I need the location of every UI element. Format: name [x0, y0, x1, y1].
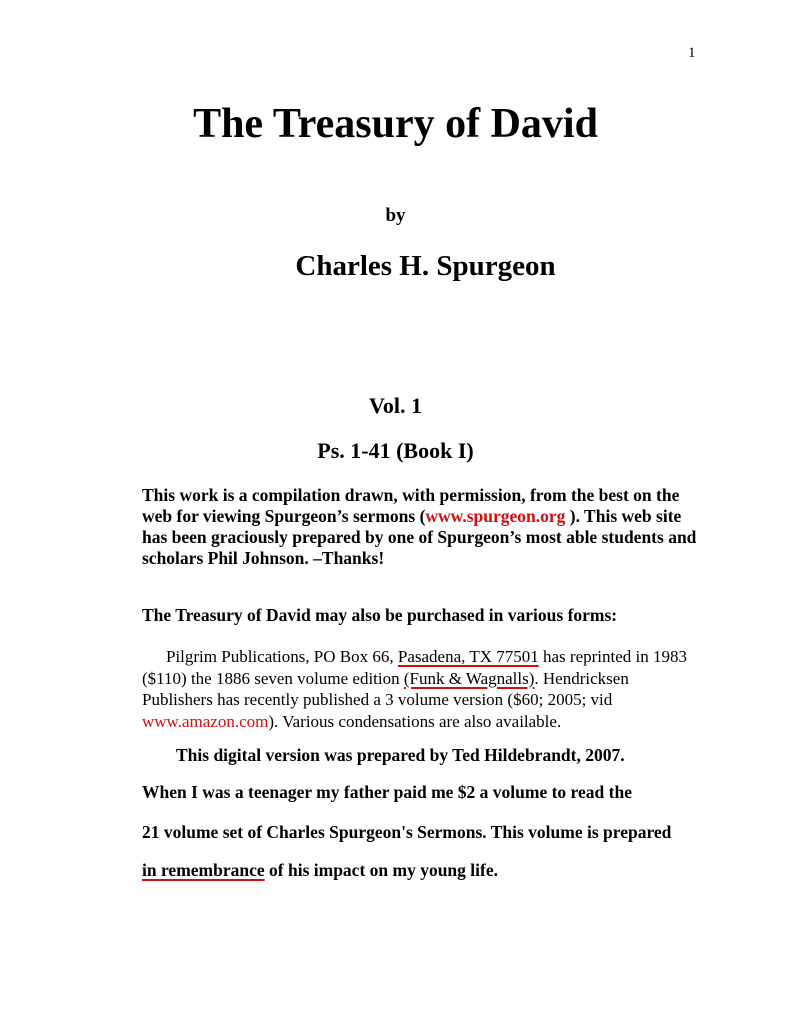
publishers-underlined-edition: (Funk & Wagnalls): [403, 668, 535, 688]
amazon-link[interactable]: www.amazon.com: [142, 711, 269, 731]
digital-version-note: This digital version was prepared by Ted Hildebrandt, 2007.: [176, 745, 625, 765]
page-number: 1: [688, 45, 696, 61]
purchase-heading: The Treasury of David may also be purchased in various forms:: [142, 605, 618, 625]
author-name: Charles H. Spurgeon: [295, 250, 556, 282]
volume-label: Vol. 1: [369, 393, 422, 418]
publishers-text-4: ). Various condensations are also available.: [268, 711, 562, 731]
intro-paragraph: [142, 485, 702, 569]
intro-text-1: This work is a compilation drawn, with permission, from the best on the web for viewing Spurgeon’s sermons (: [142, 485, 680, 526]
intro-text-2: ). This web site has been graciously prepared by one of Spurgeon’s most able students and scholars Phil Johnson. –Thanks!: [142, 506, 697, 568]
dedication-line-3: [142, 860, 498, 881]
document-title: The Treasury of David: [193, 101, 598, 147]
dedication-line-3-text: of his impact on my young life.: [264, 860, 498, 880]
publishers-text-1: Pilgrim Publications, PO Box 66,: [166, 647, 398, 666]
dedication-underlined-phrase: in remembrance: [142, 860, 265, 880]
publishers-text-2: has reprinted in 1983 ($110) the 1886 seven volume edition: [142, 647, 687, 688]
dedication-line-1: When I was a teenager my father paid me $2 a volume to read the: [142, 782, 632, 802]
publishers-text-3: . Hendricksen Publishers has recently published a 3 volume version ($60; 2005; vid: [142, 668, 629, 709]
by-line: by: [385, 205, 406, 226]
spurgeon-link[interactable]: www.spurgeon.org: [425, 506, 566, 526]
psalms-range: Ps. 1-41 (Book I): [317, 438, 474, 463]
publishers-paragraph: [142, 646, 702, 732]
publishers-underlined-address: Pasadena, TX 77501: [397, 647, 539, 666]
dedication-line-2: 21 volume set of Charles Spurgeon's Sermons. This volume is prepared: [142, 822, 672, 842]
